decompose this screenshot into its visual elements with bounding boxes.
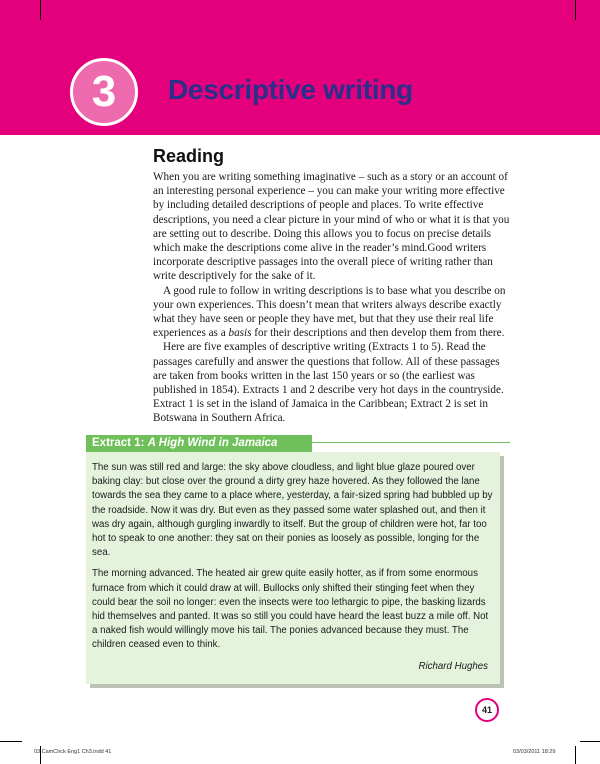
emphasis-basis: basis (228, 327, 252, 340)
extract-paragraph: The sun was still red and large: the sky above cloudless, and light blue glaze poured over baking clay: but close over the ground a dirty grey haze hovered. As they followed the lane towards the sea they came to a place where, yesterday, a fair-sized spring had bubbled up by the roadside. Now it was dry. But even as they passed some water splashed out, and then it was dry again, although gurgling inwardly to itself. But the group of children were hot, far too hot to speak to one another: they sat on their ponies as loosely as possible, longing for the sea. (92, 462, 493, 559)
body-paragraph: Here are five examples of descriptive writing (Extracts 1 to 5). Read the passages carefully and answer the questions that follow. All of these passages are taken from books written in the last 150 years or so (the earliest was published in 1854). Extracts 1 and 2 describe very hot days in the countryside. Extract 1 is set in the island of Jamaica in the Caribbean; Extract 2 is set in Botswana in Southern Africa. (153, 341, 504, 425)
body-text-span: for their descriptions and then develop them from there. (251, 327, 505, 340)
reading-body-text (153, 170, 513, 426)
chapter-title: Descriptive writing (168, 74, 413, 105)
body-paragraph: When you are writing something imaginative – such as a story or an account of an interesting personal experience – you can make your writing more effective by including detailed descriptions of people and places. To write effective descriptions, you need a clear picture in your mind of who or what it is that you are setting out to describe. Doing this allows you to focus on precise details which make the descriptions come alive in the reader’s mind.Good writers incorporate descriptive passages into the overall piece of writing rather than write descriptively for the sake of it. (153, 171, 510, 283)
crop-mark-bottom-left-h (0, 741, 22, 742)
crop-mark-bottom-right-v (575, 746, 576, 764)
extract-box (86, 452, 500, 684)
crop-mark-top-left (40, 0, 41, 20)
body-text-span: A good rule to follow in writing descriptions is to base what you describe on your own experiences. This doesn’t mean that writers always describe exactly what they have seen or people they have met, but that they use their real life experiences as a (153, 284, 506, 340)
extract-title-tab (86, 435, 312, 452)
crop-mark-bottom-right-h (580, 741, 600, 742)
extract-header-rule (312, 442, 510, 443)
page-number-badge (475, 698, 499, 722)
extract-title: A High Wind in Jamaica (147, 437, 278, 449)
body-paragraph (153, 284, 513, 341)
extract-author: Richard Hughes (418, 660, 488, 672)
chapter-number-badge (70, 58, 138, 126)
section-heading: Reading (153, 146, 225, 166)
footer-file-slug: 03 CamChck Eng1 Ch3.indd 41 (34, 749, 112, 755)
footer-timestamp: 03/03/2011 18:29 (513, 749, 556, 755)
crop-mark-top-right (575, 0, 576, 20)
page-number: 41 (481, 705, 492, 715)
chapter-number: 3 (91, 67, 117, 116)
extract-label: Extract 1: (92, 437, 148, 449)
extract-paragraph: The morning advanced. The heated air grew quite easily hotter, as if from some enormous furnace from which it could draw at will. Bullocks only shifted their stinging feet when they could bear the soil no longer: even the insects were too lethargic to pipe, the basking lizards hid themselves and panted. It was so still you could have heard the least buzz a mile off. Not a naked fish would willingly move his tail. The ponies advanced because they must. The children ceased even to think. (92, 568, 489, 651)
